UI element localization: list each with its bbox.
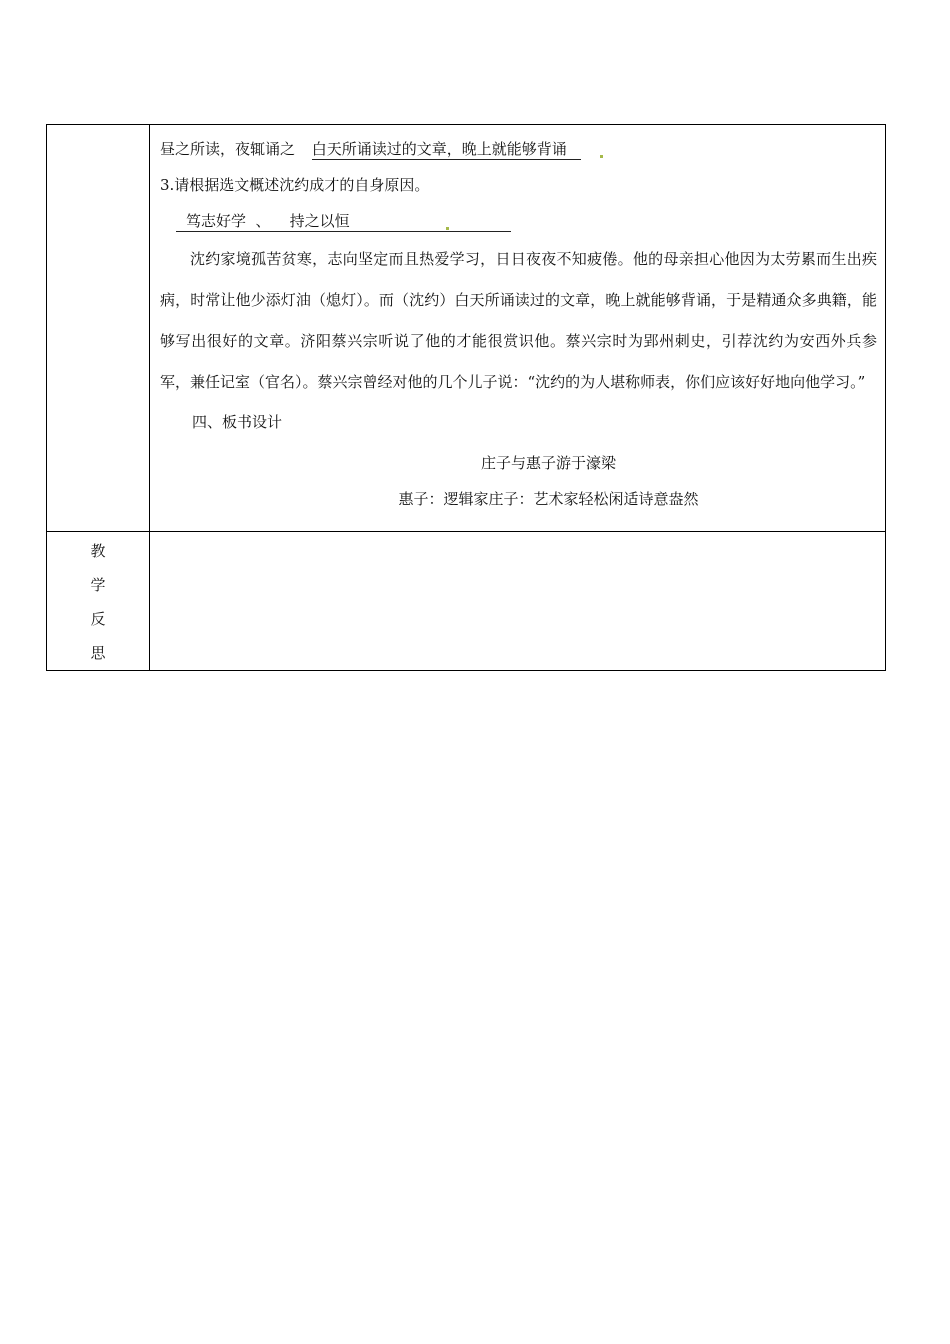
table-row [47,125,886,532]
reflection-content-cell [150,532,886,671]
content-cell [150,125,886,532]
marker-dot [600,155,603,158]
label-line: 反思 [90,610,136,662]
translation-paragraph: 沈约家境孤苦贫寒，志向坚定而且热爱学习，日日夜夜不知疲倦。他的母亲担心他因为太劳累而生出疾病，时常让他少添灯油（熄灯）。而（沈约）白天所诵读过的文章，晚上就能够背诵，于是精通众多典籍，能够写出很好的文章。济阳蔡兴宗听说了他的才能很赏识他。蔡兴宗时为郢州刺史，引荐沈约为安西外兵参军，兼任记室（官名）。蔡兴宗曾经对他的几个儿子说：“沈约的为人堪称师表，你们应该好好地向他学习。” [160,250,877,391]
question-3: 3.请根据选文概述沈约成才的自身原因。 [160,176,430,194]
label-line: 教学 [90,542,136,594]
label-cell-empty [47,125,150,532]
board-roles: 惠子：逻辑家庄子：艺术家轻松闲适诗意盎然 [398,490,699,508]
teaching-reflection-label [47,532,150,671]
question-line [160,131,877,167]
marker-dot [446,227,449,230]
answer-blank-1: 白天所诵读过的文章，晚上就能够背诵 [312,139,581,160]
table-row [47,532,886,671]
board-title: 庄子与惠子游于濠梁 [480,454,616,472]
quote-text: 昼之所读，夜辄诵之 [160,140,296,158]
lesson-plan-table [46,124,886,671]
section-title: 四、板书设计 [192,413,283,431]
answer-blank-3: 笃志好学 、 持之以恒 [176,211,511,232]
answer-3-line [160,203,877,239]
